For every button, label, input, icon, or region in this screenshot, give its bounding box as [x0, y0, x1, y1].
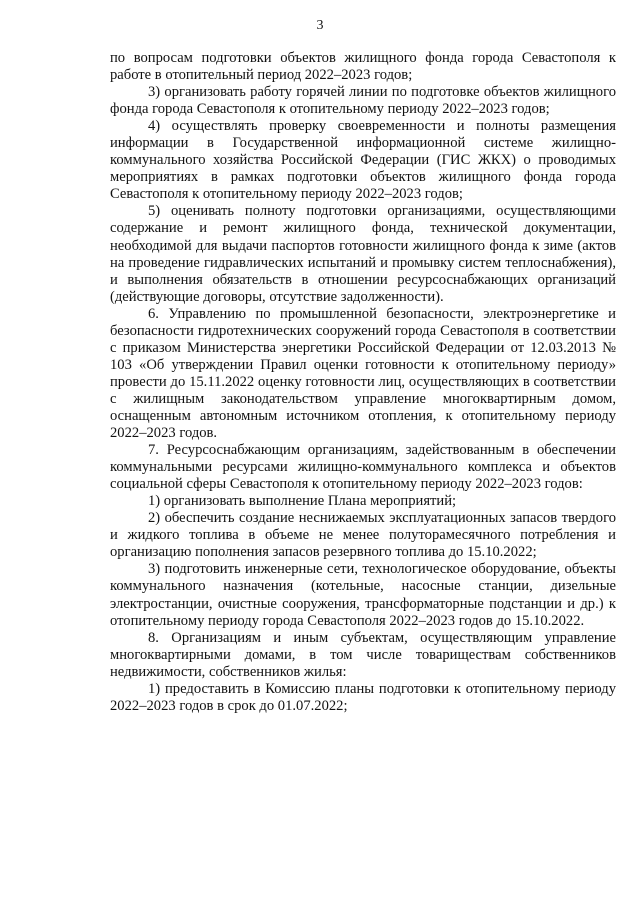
paragraph-section-6: 6. Управлению по промышленной безопасности, электроэнергетике и безопасности гидротехнических сооружений города Севастополя в соответствии с приказом Министерства энергетики Российской Федерации от 12.03.2013 № 103 «Об утверждении Правил оценки готовности к отопительному периоду» провести до 15.11.2022 оценку готовности лиц, осуществляющих в соответствии с жилищным законодательством управление многоквартирным домом, оснащенным автономным источником отопления, к отопительному периоду 2022–2023 годов. — [110, 305, 616, 442]
paragraph-section-8: 8. Организациям и иным субъектам, осуществляющим управление многоквартирными домами, в том числе товариществам собственников недвижимости, собственников жилья: — [110, 629, 616, 680]
paragraph-section-7-item-1: 1) организовать выполнение Плана мероприятий; — [148, 493, 457, 510]
page-number: 3 — [316, 18, 324, 33]
paragraph-item-5-assessment: 5) оценивать полноту подготовки организациями, осуществляющими содержание и ремонт жилищного фонда, технической документации, необходимой для выдачи паспортов готовности жилищного фонда к зиме (актов на проведение гидравлических испытаний и промывку систем теплоснабжения), и выполнения обязательств в отношении ресурсоснабжающих организаций (действующие договоры, отсутствие задолженности). — [110, 203, 616, 305]
paragraph-item-3-hotline: 3) организовать работу горячей линии по подготовке объектов жилищного фонда города Севастополя к отопительному периоду 2022–2023 годов; — [110, 84, 616, 118]
paragraph-item-4-gis-check: 4) осуществлять проверку своевременности и полноты размещения информации в Государственной информационной системе жилищно-коммунального хозяйства Российской Федерации (ГИС ЖКХ) о проводимых мероприятиях в рамках подготовки объектов жилищного фонда города Севастополя к отопительному периоду 2022–2023 годов; — [110, 118, 616, 203]
paragraph-section-7: 7. Ресурсоснабжающим организациям, задействованным в обеспечении коммунальными ресурсами жилищно-коммунального комплекса и объектов социальной сферы Севастополя к отопительному периоду 2022–2023 годов: — [110, 442, 616, 493]
paragraph-section-7-item-2: 2) обеспечить создание неснижаемых эксплуатационных запасов твердого и жидкого топлива в объеме не менее полуторамесячного потребления и организацию пополнения запасов резервного топлива до 15.10.2022; — [110, 510, 616, 561]
paragraph-section-7-item-3: 3) подготовить инженерные сети, технологическое оборудование, объекты коммунального назначения (котельные, насосные станции, дизельные электростанции, очистные сооружения, трансформаторные подстанции и др.) к отопительному периоду города Севастополя 2022–2023 годов до 15.10.2022. — [110, 561, 616, 629]
document-body — [110, 50, 616, 715]
paragraph-continuation: по вопросам подготовки объектов жилищного фонда города Севастополя к работе в отопительный период 2022–2023 годов; — [110, 50, 616, 84]
paragraph-section-8-item-1: 1) предоставить в Комиссию планы подготовки к отопительному периоду 2022–2023 годов в срок до 01.07.2022; — [110, 680, 616, 714]
